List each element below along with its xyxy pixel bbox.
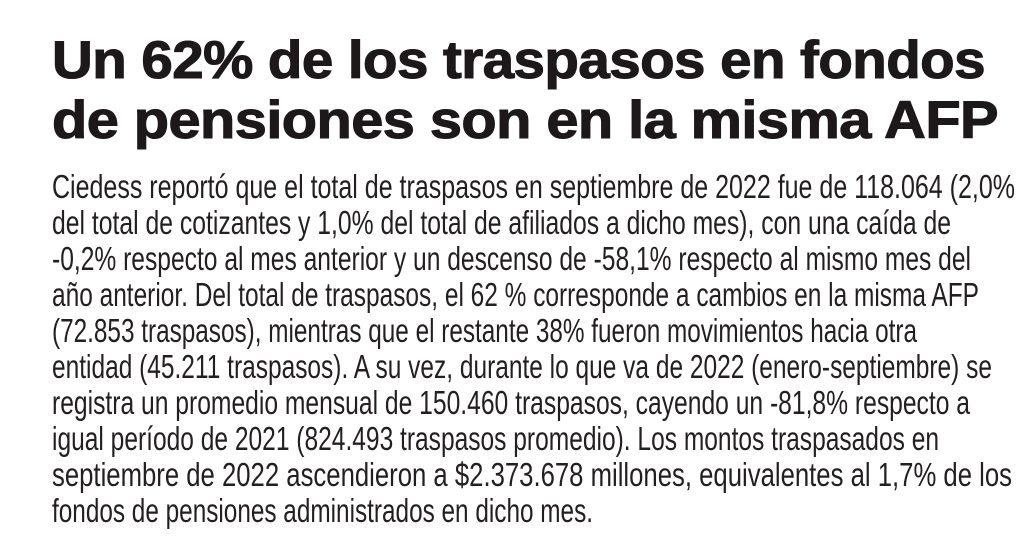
body-line-text: del total de cotizantes y 1,0% del total de afiliados a dicho mes), con una caída de <box>52 204 951 241</box>
body-line-text: entidad (45.211 traspasos). A su vez, durante lo que va de 2022 (enero-septiembre) se <box>52 348 992 385</box>
body-line <box>52 277 1029 313</box>
body-line-text: Ciedess reportó que el total de traspasos en septiembre de 2022 fue de 118.064 (2,0% <box>52 168 1015 205</box>
headline-line-text: de pensiones son en la misma AFP <box>52 91 998 150</box>
headline-line <box>52 31 985 91</box>
body-line <box>52 421 1029 457</box>
body-line <box>52 169 1029 205</box>
headline <box>52 31 998 151</box>
body-line <box>52 205 1029 241</box>
body-line-text: año anterior. Del total de traspasos, el 62 % corresponde a cambios en la misma AFP <box>52 276 979 313</box>
body-line <box>52 349 1029 385</box>
body-line-text: igual período de 2021 (824.493 traspasos promedio). Los montos traspasados en <box>52 420 939 457</box>
body-line-text: -0,2% respecto al mes anterior y un descenso de -58,1% respecto al mismo mes del <box>52 240 971 277</box>
body-line-text: fondos de pensiones administrados en dicho mes. <box>52 492 593 529</box>
body-line-text: (72.853 traspasos), mientras que el restante 38% fueron movimientos hacia otra <box>52 312 917 349</box>
body-line <box>52 457 1029 493</box>
body-line <box>52 493 1029 529</box>
body-line <box>52 385 1029 421</box>
article-body <box>52 169 1029 529</box>
headline-line <box>52 91 998 151</box>
body-line-text: registra un promedio mensual de 150.460 traspasos, cayendo un -81,8% respecto a <box>52 384 970 421</box>
headline-line-text: Un 62% de los traspasos en fondos <box>52 31 985 90</box>
body-line <box>52 313 1029 349</box>
body-line <box>52 241 1029 277</box>
body-line-text: septiembre de 2022 ascendieron a $2.373.678 millones, equivalentes al 1,7% de los <box>52 456 1012 493</box>
